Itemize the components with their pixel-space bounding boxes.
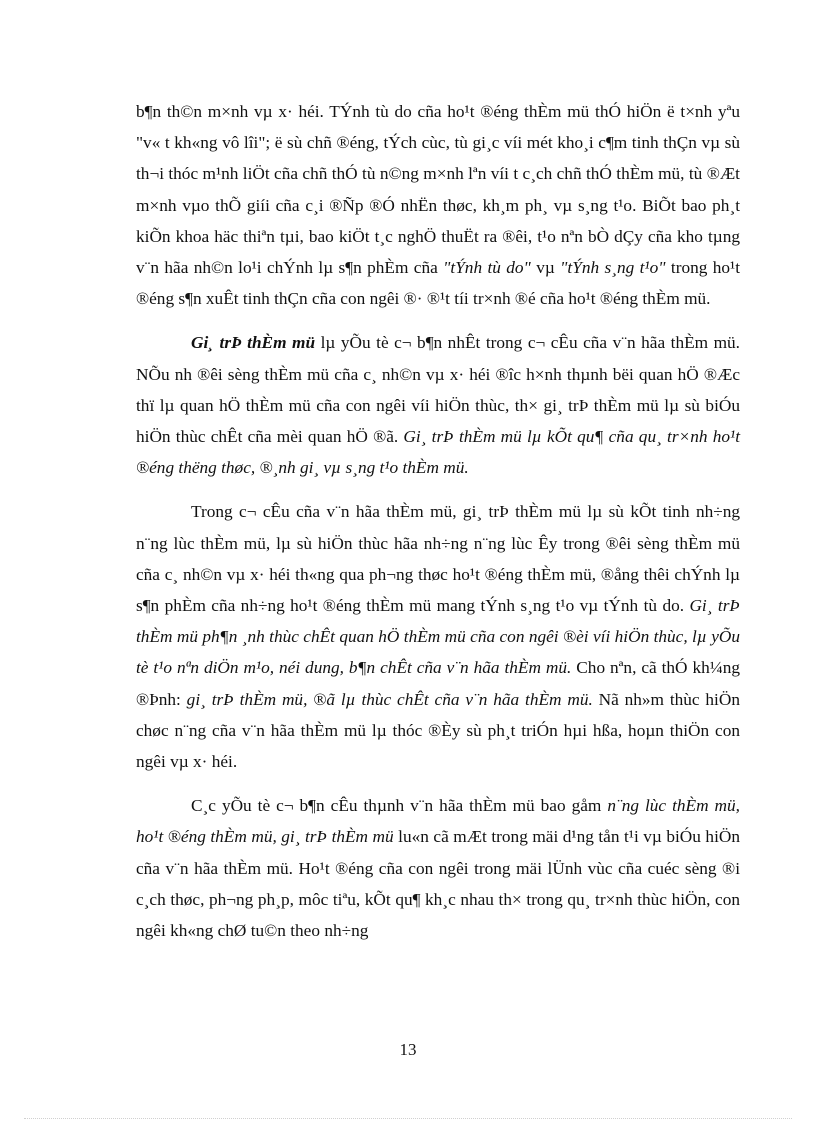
body-paragraph (136, 496, 740, 777)
text-run: Nã nh»m thùc hiÖn chøc n¨ng cña v¨n hãa thÈm mü lµ thóc ®Èy sù ph¸t triÓn hµi hßa, hoµn thiÖn con ngêi vµ x· héi. (136, 689, 740, 772)
italic-text-run: "tÝnh tù do" (443, 258, 531, 278)
italic-text-run: Gi¸ trÞ thÈm mü ph¶n ¸nh thùc chÊt quan hÖ thÈm mü cña con ngêi ®èi víi hiÖn thùc, lµ yÕu tè t¹o nªn diÖn m¹o, néi dung, b¶n chÊt cña v¨n hãa thÈm mü. (136, 596, 740, 678)
text-run: trong ho¹t ®éng s¶n xuÊt tinh thÇn cña con ngêi ®· ®¹t tíi tr×nh ®é cña ho¹t ®éng thÈm mü. (136, 258, 741, 309)
page-number: 13 (399, 1040, 417, 1059)
body-paragraph (136, 327, 740, 483)
emphasis-heading-text: Gi¸ trÞ thÈm mü (191, 333, 316, 353)
text-run: C¸c yÕu tè c¬ b¶n cÊu thµnh v¨n hãa thÈm mü bao gåm (191, 796, 608, 816)
italic-text-run: "tÝnh s¸ng t¹o" (560, 258, 666, 278)
italic-text-run: gi¸ trÞ thÈm mü, ®ã lµ thùc chÊt cña v¨n hãa thÈm mü. (186, 689, 593, 709)
italic-text-run: n¨ng lùc thÈm mü, ho¹t ®éng thÈm mü, gi¸ trÞ thÈm mü (136, 796, 740, 847)
text-run: lu«n cã mÆt trong mäi d¹ng tån t¹i vµ biÓu hiÖn cña v¨n hãa thÈm mü. Ho¹t ®éng cña con ngêi trong mäi lÜnh vùc cña cuéc sèng ®i c¸ch thøc, ph¬ng ph¸p, môc tiªu, kÕt qu¶ kh¸c nhau th× trong qu¸ tr×nh thùc hiÖn, con ngêi kh«ng chØ tu©n theo nh÷ng (136, 827, 740, 941)
body-paragraph (136, 790, 740, 946)
page-bottom-divider (24, 1118, 792, 1119)
italic-text-run: Gi¸ trÞ thÈm mü lµ kÕt qu¶ cña qu¸ tr×nh ho¹t ®éng thëng thøc, ®¸nh gi¸ vµ s¸ng t¹o thÈm mü. (136, 427, 740, 478)
text-run: b¶n th©n m×nh vµ x· héi. TÝnh tù do cña ho¹t ®éng thÈm mü thÓ hiÖn ë t×nh yªu "v« t kh«ng vô lîi"; ë sù chñ ®éng, tÝch cùc, tù gi¸c víi mét kho¸i c¶m tinh thÇn vµ sù th¬i thóc m¹nh liÖt cña chñ thÓ tù n©ng m×nh lªn víi t c¸ch chñ thÓ thÈm mü, tù ®Æt m×nh vµo thÕ giíi cña c¸i ®Ñp ®Ó nhËn thøc, kh¸m ph¸ vµ s¸ng t¹o. BiÕt bao ph¸t kiÕn khoa häc thiªn tµi, bao kiÖt t¸c nghÖ thuËt ra ®êi, t¹o nªn bÒ dÇy cña kho tµng v¨n hãa nh©n lo¹i chÝnh lµ s¶n phÈm cña (136, 102, 740, 278)
text-run: Cho nªn, cã thÓ kh¼ng ®Þnh: (136, 658, 740, 709)
text-run: lµ yÕu tè c¬ b¶n nhÊt trong c¬ cÊu cña v¨n hãa thÈm mü. NÕu nh ®êi sèng thÈm mü cña c¸ nh©n vµ x· héi ®îc h×nh thµnh bëi quan hÖ ®Æc thï lµ quan hÖ thÈm mü cña con ngêi víi hiÖn thùc, th× gi¸ trÞ thÈm mü lµ sù biÓu hiÖn thùc chÊt cña mèi quan hÖ ®ã. (136, 333, 741, 447)
body-paragraph (136, 96, 740, 314)
text-run: Trong c¬ cÊu cña v¨n hãa thÈm mü, gi¸ trÞ thÈm mü lµ sù kÕt tinh nh÷ng n¨ng lùc thÈm mü, lµ sù hiÖn thùc hãa nh÷ng n¨ng lùc Êy trong ®êi sèng thÈm mü cña c¸ nh©n vµ x· héi th«ng qua ph¬ng thøc ho¹t ®éng thÈm mü, ®ång thêi chÝnh lµ s¶n phÈm cña nh÷ng ho¹t ®éng thÈm mü mang tÝnh s¸ng t¹o vµ tÝnh tù do. (136, 502, 740, 616)
text-run: vµ (530, 258, 561, 278)
document-page (136, 96, 740, 959)
paragraph-list (136, 96, 740, 946)
